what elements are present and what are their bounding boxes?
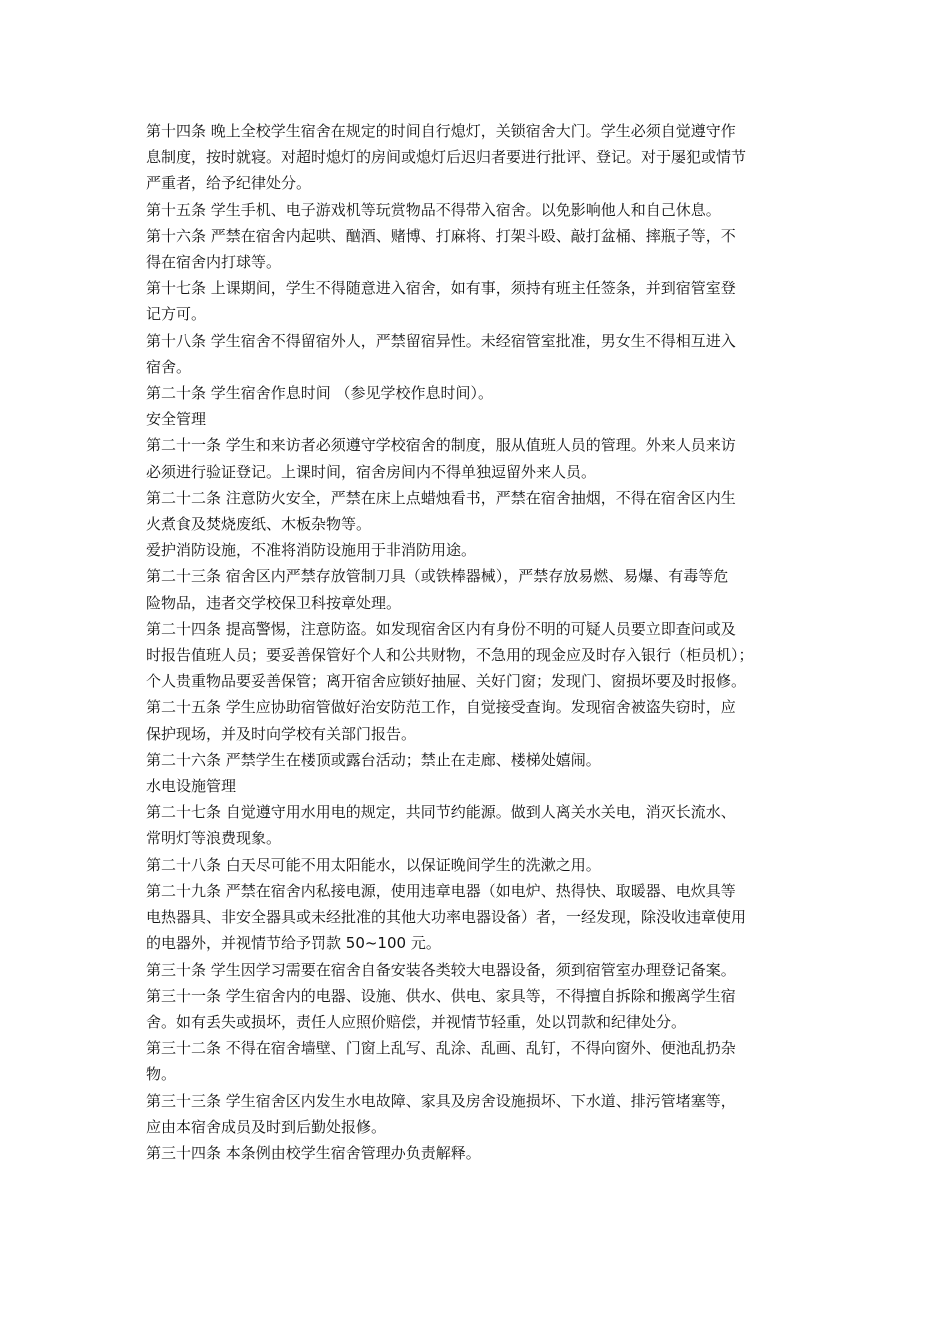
text-line: 电热器具、非安全器具或未经批准的其他大功率电器设备）者，一经发现，除没收违章使用 — [146, 908, 747, 927]
text-line: 第二十八条 白天尽可能不用太阳能水，以保证晚间学生的洗漱之用。 — [146, 855, 601, 874]
text-line: 第三十条 学生因学习需要在宿舍自备安装各类较大电器设备，须到宿管室办理登记备案。 — [146, 960, 736, 979]
text-line: 保护现场，并及时向学校有关部门报告。 — [146, 724, 417, 743]
text-line: 第十八条 学生宿舍不得留宿外人，严禁留宿异性。未经宿管室批准，男女生不得相互进入 — [146, 331, 736, 350]
text-line: 记方可。 — [146, 305, 207, 324]
text-line: 第二十条 学生宿舍作息时间 （参见学校作息时间）。 — [146, 384, 494, 403]
text-line: 第三十二条 不得在宿舍墙壁、门窗上乱写、乱涂、乱画、乱钉，不得向窗外、便池乱扔杂 — [146, 1039, 736, 1058]
text-line: 险物品，违者交学校保卫科按章处理。 — [146, 593, 402, 612]
text-line: 必须进行验证登记。上课时间，宿舍房间内不得单独逗留外来人员。 — [146, 462, 597, 481]
text-line: 第二十三条 宿舍区内严禁存放管制刀具（或铁棒器械），严禁存放易燃、易爆、有毒等危 — [146, 567, 729, 586]
text-line: 爱护消防设施，不准将消防设施用于非消防用途。 — [146, 541, 477, 560]
text-line: 第二十二条 注意防火安全，严禁在床上点蜡烛看书，严禁在宿舍抽烟，不得在宿舍区内生 — [146, 488, 736, 507]
text-line: 第三十三条 学生宿舍区内发生水电故障、家具及房舍设施损坏、下水道、排污管堵塞等， — [146, 1091, 736, 1110]
text-line: 常明灯等浪费现象。 — [146, 829, 282, 848]
text-line: 第十四条 晚上全校学生宿舍在规定的时间自行熄灯，关锁宿舍大门。学生必须自觉遵守作 — [146, 122, 736, 140]
text-line: 第十七条 上课期间，学生不得随意进入宿舍，如有事，须持有班主任签条，并到宿管室登 — [146, 279, 736, 298]
section-heading: 安全管理 — [146, 410, 207, 429]
text-line: 火煮食及焚烧废纸、木板杂物等。 — [146, 515, 372, 534]
text-line: 第二十九条 严禁在宿舍内私接电源，使用违章电器（如电炉、热得快、取暖器、电炊具等 — [146, 881, 736, 900]
text-line: 严重者，给予纪律处分。 — [146, 174, 312, 193]
text-line: 第十五条 学生手机、电子游戏机等玩赏物品不得带入宿舍。以免影响他人和自己休息。 — [146, 200, 721, 219]
text-line: 第二十四条 提高警惕，注意防盗。如发现宿舍区内有身份不明的可疑人员要立即查问或及 — [146, 619, 736, 638]
text-line: 个人贵重物品要妥善保管；离开宿舍应锁好抽屉、关好门窗；发现门、窗损坏要及时报修。 — [146, 672, 747, 691]
section-heading: 水电设施管理 — [146, 777, 237, 796]
text-line: 第三十一条 学生宿舍内的电器、设施、供水、供电、家具等，不得擅自拆除和搬离学生宿 — [146, 986, 736, 1005]
text-line: 物。 — [146, 1065, 177, 1084]
text-line: 时报告值班人员；要妥善保管好个人和公共财物，不急用的现金应及时存入银行（柜员机）； — [146, 646, 754, 665]
text-line: 应由本宿舍成员及时到后勤处报修。 — [146, 1117, 387, 1136]
text-line: 息制度，按时就寝。对超时熄灯的房间或熄灯后迟归者要进行批评、登记。对于屡犯或情节 — [146, 148, 747, 167]
document-body — [146, 118, 811, 1166]
text-line: 第二十五条 学生应协助宿管做好治安防范工作，自觉接受查询。发现宿舍被盗失窃时，应 — [146, 698, 736, 717]
text-line: 的电器外，并视情节给予罚款 50~100 元。 — [146, 934, 441, 953]
text-line: 宿舍。 — [146, 357, 192, 376]
text-line: 第十六条 严禁在宿舍内起哄、酗酒、赌博、打麻将、打架斗殴、敲打盆桶、摔瓶子等，不 — [146, 226, 736, 245]
text-line: 第二十六条 严禁学生在楼顶或露台活动；禁止在走廊、楼梯处嬉闹。 — [146, 750, 601, 769]
text-line: 舍。如有丢失或损坏，责任人应照价赔偿，并视情节轻重，处以罚款和纪律处分。 — [146, 1012, 687, 1031]
text-line: 第二十一条 学生和来访者必须遵守学校宿舍的制度，服从值班人员的管理。外来人员来访 — [146, 436, 736, 455]
text-line: 第二十七条 自觉遵守用水用电的规定，共同节约能源。做到人离关水关电，消灭长流水、 — [146, 803, 736, 822]
text-line: 第三十四条 本条例由校学生宿舍管理办负责解释。 — [146, 1143, 481, 1162]
text-line: 得在宿舍内打球等。 — [146, 253, 282, 272]
